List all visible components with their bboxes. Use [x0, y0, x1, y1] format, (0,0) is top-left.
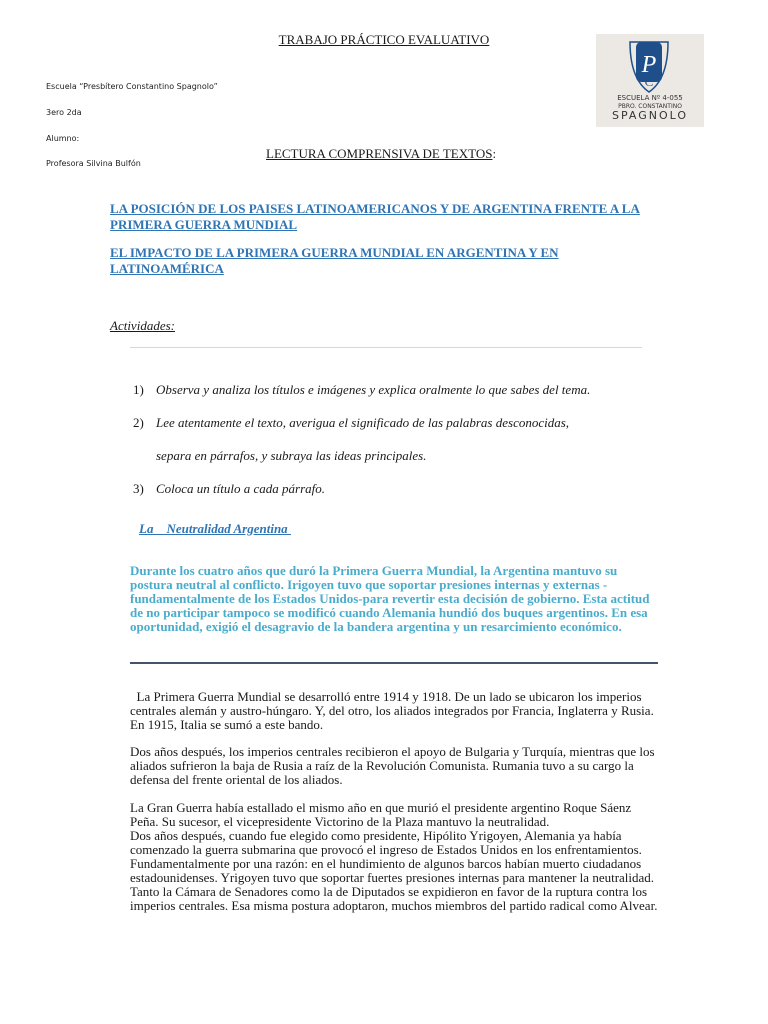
subtitle-colon: :	[492, 146, 497, 161]
section-intro: Durante los cuatro años que duró la Primera Guerra Mundial, la Argentina mantuvo su postura neutral al conflicto. Irigoyen tuvo que soportar presiones internas y externas -fundamentalmente de los Estados Unidos-para revertir esta decisión de gobierno. Esta actitud de no participar tampoco se modificó cuando Alemania hundió dos buques argentinos. En esa oportunidad, exigió el desagravio de la bandera argentina y un resarcimiento económico.	[130, 563, 650, 634]
activity-text: Coloca un título a cada párrafo.	[156, 481, 325, 496]
logo-line-1: ESCUELA Nº 4-055	[617, 94, 683, 102]
grade: 3ero 2da	[46, 108, 82, 117]
section-divider	[130, 662, 658, 664]
main-heading-2: EL IMPACTO DE LA PRIMERA GUERRA MUNDIAL EN ARGENTINA Y EN LATINOAMÉRICA	[110, 245, 559, 276]
paragraph-1: La Primera Guerra Mundial se desarrolló entre 1914 y 1918. De un lado se ubicaron los imperios centrales alemán y austro-húngaro. Y, del otro, los aliados integrados por Francia, Inglaterra y Rusia. En 1915, Italia se sumó a este bando.	[130, 689, 658, 732]
student-label: Alumno:	[46, 134, 80, 143]
teacher-name: Profesora Silvina Bulfón	[46, 159, 141, 168]
svg-text:C: C	[644, 74, 654, 89]
activity-text: Observa y analiza los títulos e imágenes y explica oralmente lo que sabes del tema.	[156, 382, 591, 397]
activities-label: Actividades:	[110, 318, 175, 333]
school-logo	[596, 34, 704, 127]
section-title: La Neutralidad Argentina	[139, 521, 291, 536]
activity-text: Lee atentamente el texto, averigua el significado de las palabras desconocidas,	[156, 415, 570, 430]
paragraph-2: Dos años después, los imperios centrales recibieron el apoyo de Bulgaria y Turquía, mientras que los aliados sufrieron la baja de Rusia a raíz de la Revolución Comunista. Rumania tuvo a su cargo la defensa del frente oriental de los aliados.	[130, 744, 655, 787]
main-heading-1: LA POSICIÓN DE LOS PAISES LATINOAMERICANOS Y DE ARGENTINA FRENTE A LA PRIMERA GUERRA MUNDIAL	[110, 201, 640, 232]
body-text	[130, 690, 660, 732]
body-text	[130, 801, 660, 913]
logo-line-2: PBRO. CONSTANTINO	[618, 103, 682, 110]
subtitle-text: LECTURA COMPRENSIVA DE TEXTOS	[266, 146, 493, 161]
school-name: Escuela “Presbítero Constantino Spagnolo”	[46, 82, 218, 91]
activity-number: 2)	[133, 415, 144, 430]
activity-number: 3)	[133, 481, 144, 496]
body-text	[130, 745, 660, 787]
subtitle	[266, 146, 496, 162]
document-title: TRABAJO PRÁCTICO EVALUATIVO	[278, 32, 490, 47]
paragraph-3b: Dos años después, cuando fue elegido como presidente, Hipólito Yrigoyen, Alemania ya había comenzado la guerra submarina que provocó el ingreso de Estados Unidos en los enfrentamientos. Fundamentalmente por una razón: en el hundimiento de algunos barcos habían muerto ciudadanos estadounidenses. Yrigoyen tuvo que soportar fuertes presiones internas para mantener la neutralidad. Tanto la Cámara de Senadores como la de Diputados se expidieron en favor de la ruptura contra los imperios centrales. Esa misma postura adoptaron, muchos miembros del partido radical como Alvear.	[130, 828, 658, 913]
activity-text: separa en párrafos, y subraya las ideas principales.	[156, 448, 427, 463]
logo-line-3: SPAGNOLO	[611, 109, 689, 122]
svg-text:P: P	[641, 52, 657, 78]
divider-line	[130, 347, 642, 348]
paragraph-3a: La Gran Guerra había estallado el mismo año en que murió el presidente argentino Roque Sáenz Peña. Su sucesor, el vicepresidente Victorino de la Plaza mantuvo la neutralidad.	[130, 800, 632, 829]
activity-number: 1)	[133, 382, 144, 397]
